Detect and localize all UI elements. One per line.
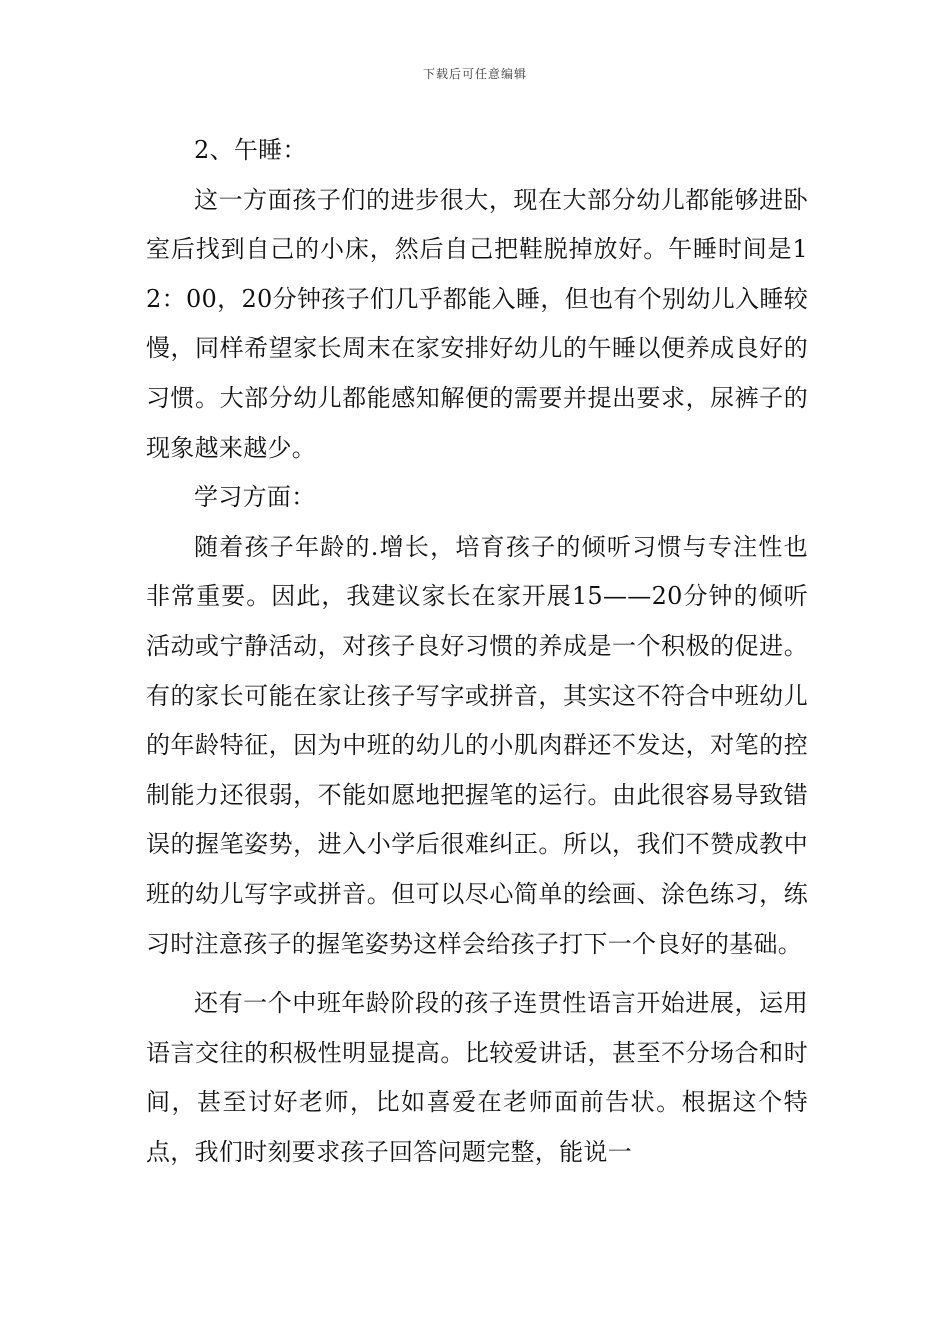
- paragraph-nap-heading: 2、午睡：: [194, 136, 307, 164]
- page-header-note: 下载后可任意编辑: [422, 67, 527, 81]
- document-body: [146, 126, 808, 1177]
- paragraph-study-heading: 学习方面：: [194, 483, 316, 512]
- paragraph-language-development: 还有一个中班年龄阶段的孩子连贯性语言开始进展，运用语言交往的积极性明显提高。比较爱讲话，甚至不分场合和时间，甚至讨好老师，比如喜爱在老师面前告状。根据这个特点，我们时刻要求孩子回答问题完整，能说一: [146, 989, 808, 1166]
- paragraph-nap-progress: 这一方面孩子们的进步很大，现在大部分幼儿都能够进卧室后找到自己的小床，然后自己把鞋脱掉放好。午睡时间是12：00，20分钟孩子们几乎都能入睡，但也有个别幼儿入睡较慢，同样希望家长周末在家安排好幼儿的午睡以便养成良好的习惯。大部分幼儿都能感知解便的需要并提出要求，尿裤子的现象越来越少。: [146, 185, 808, 462]
- paragraph-study-habits: 随着孩子年龄的.增长，培育孩子的倾听习惯与专注性也非常重要。因此，我建议家长在家开展15——20分钟的倾听活动或宁静活动，对孩子良好习惯的养成是一个积极的促进。有的家长可能在家让孩子写字或拼音，其实这不符合中班幼儿的年龄特征，因为中班的幼儿的小肌肉群还不发达，对笔的控制能力还很弱，不能如愿地把握笔的运行。由此很容易导致错误的握笔姿势，进入小学后很难纠正。所以，我们不赞成教中班的幼儿写字或拼音。但可以尽心简单的绘画、涂色练习，练习时注意孩子的握笔姿势这样会给孩子打下一个良好的基础。: [146, 532, 808, 958]
